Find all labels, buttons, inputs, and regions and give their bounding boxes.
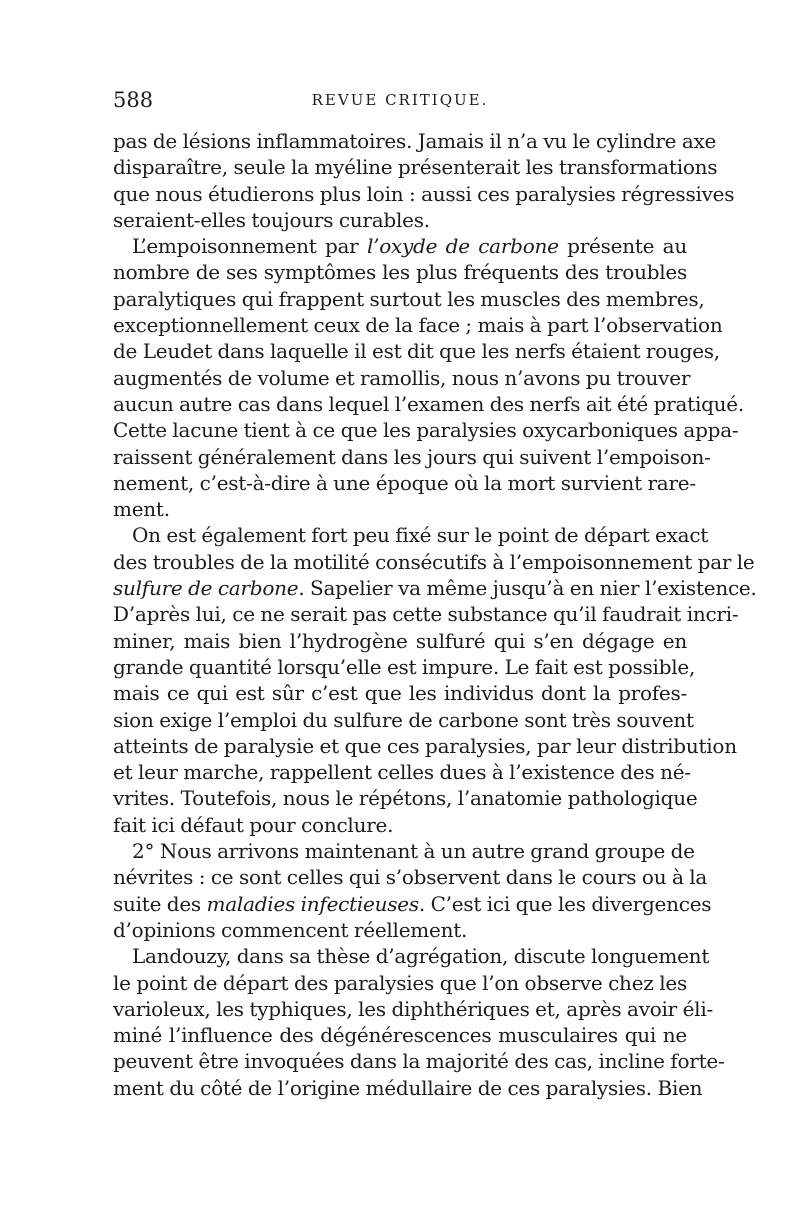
text-line — [113, 917, 687, 943]
text-line — [113, 417, 739, 443]
text-line — [113, 943, 710, 969]
text-run: exceptionnellement ceux de la face ; mais à part l’observation — [113, 313, 723, 338]
text-run: le point de départ des paralysies que l’on observe chez les — [113, 970, 687, 995]
text-line — [113, 391, 744, 417]
text-line — [113, 812, 687, 838]
text-run: vrites. Toutefois, nous le répétons, l’anatomie pathologique — [113, 786, 698, 811]
text-run: augmentés de volume et ramollis, nous n’avons pu trouver — [113, 365, 691, 390]
text-line — [113, 759, 691, 785]
text-run: peuvent être invoquées dans la majorité des cas, incline forte- — [113, 1049, 725, 1074]
text-line — [113, 207, 687, 233]
body-text — [113, 128, 757, 1101]
text-line — [113, 733, 737, 759]
text-line — [113, 181, 735, 207]
paragraph — [113, 233, 744, 522]
paragraph — [113, 522, 757, 838]
text-run: et leur marche, rappellent celles dues à l’existence des né- — [113, 760, 691, 785]
text-run: . Sapelier va même jusqu’à en nier l’existence. — [298, 576, 757, 601]
text-run: On est également fort peu fixé sur le point de départ exact — [132, 523, 709, 548]
text-line — [113, 864, 708, 890]
text-line — [113, 470, 696, 496]
text-run: Cette lacune tient à ce que les paralysies oxycarboniques appa- — [113, 418, 739, 443]
text-line — [113, 233, 687, 259]
text-line — [113, 1048, 725, 1074]
text-line — [113, 444, 711, 470]
text-run: grande quantité lorsqu’elle est impure. Le fait est possible, — [113, 654, 696, 679]
text-run: de Leudet dans laquelle il est dit que les nerfs étaient rouges, — [113, 339, 720, 364]
text-line — [113, 496, 687, 522]
text-run: seraient-elles toujours curables. — [113, 207, 430, 232]
text-run: Landouzy, dans sa thèse d’agrégation, discute longuement — [132, 944, 710, 969]
running-head: REVUE CRITIQUE. — [311, 91, 489, 109]
text-line — [113, 575, 757, 601]
text-run: miné l’influence des dégénérescences musculaires qui ne — [113, 1023, 687, 1048]
paragraph — [113, 943, 725, 1101]
text-run: suite des — [113, 891, 207, 916]
text-run: paralytiques qui frappent surtout les muscles des membres, — [113, 286, 705, 311]
text-run: miner, mais bien l’hydrogène sulfuré qui s’en dégage en — [113, 628, 687, 653]
text-run: d’opinions commencent réellement. — [113, 917, 468, 942]
text-line — [113, 996, 713, 1022]
text-line — [113, 286, 705, 312]
text-line — [113, 549, 755, 575]
text-line — [113, 891, 712, 917]
text-run: nement, c’est-à-dire à une époque où la mort survient rare- — [113, 470, 696, 495]
text-line — [113, 312, 723, 338]
paragraph — [113, 128, 735, 233]
text-line — [113, 522, 709, 548]
text-line — [113, 785, 698, 811]
text-line — [113, 338, 720, 364]
text-run: raissent généralement dans les jours qui suivent l’empoison- — [113, 444, 711, 469]
text-line — [113, 707, 694, 733]
text-run: névrites : ce sont celles qui s’observent dans le cours ou à la — [113, 865, 708, 890]
text-run: ment. — [113, 497, 170, 522]
text-run: . C’est ici que les divergences — [418, 891, 712, 916]
text-run: atteints de paralysie et que ces paralysies, par leur distribution — [113, 733, 737, 758]
text-run: varioleux, les typhiques, les diphthériques et, après avoir éli- — [113, 996, 713, 1021]
text-run: sion exige l’emploi du sulfure de carbone sont très souvent — [113, 707, 694, 732]
text-run: disparaître, seule la myéline présenterait les transformations — [113, 155, 718, 180]
text-run: que nous étudierons plus loin : aussi ces paralysies régressives — [113, 181, 735, 206]
text-line — [113, 680, 687, 706]
text-line — [113, 1075, 703, 1101]
text-line — [113, 365, 691, 391]
text-run: nombre de ses symptômes les plus fréquents des troubles — [113, 260, 687, 285]
text-line — [113, 154, 718, 180]
text-run: aucun autre cas dans lequel l’examen des nerfs ait été pratiqué. — [113, 391, 744, 416]
text-line — [113, 601, 739, 627]
text-line — [113, 838, 695, 864]
italic-term: maladies infectieuses — [206, 891, 419, 916]
text-run: mais ce qui est sûr c’est que les individus dont la profes- — [113, 681, 687, 706]
text-line — [113, 1022, 687, 1048]
text-run: présente au — [558, 234, 687, 259]
page-number: 588 — [113, 88, 154, 112]
paragraph — [113, 838, 712, 943]
text-run: ment du côté de l’origine médullaire de ces paralysies. Bien — [113, 1075, 703, 1100]
text-line — [113, 259, 687, 285]
text-run: 2° Nous arrivons maintenant à un autre grand groupe de — [132, 839, 695, 864]
text-line — [113, 654, 696, 680]
text-run: des troubles de la motilité consécutifs à l’empoisonnement par le — [113, 549, 755, 574]
text-run: L’empoisonnement par — [132, 234, 367, 259]
page-header — [113, 88, 687, 118]
italic-term: l’oxyde de carbone — [366, 234, 559, 259]
text-run: pas de lésions inflammatoires. Jamais il n’a vu le cylindre axe — [113, 129, 717, 153]
text-run: D’après lui, ce ne serait pas cette substance qu’il faudrait incri- — [113, 602, 739, 627]
italic-term: sulfure de carbone — [113, 576, 299, 601]
text-line — [113, 628, 687, 654]
text-run: fait ici défaut pour conclure. — [113, 812, 394, 837]
text-line — [113, 128, 717, 154]
text-line — [113, 970, 687, 996]
